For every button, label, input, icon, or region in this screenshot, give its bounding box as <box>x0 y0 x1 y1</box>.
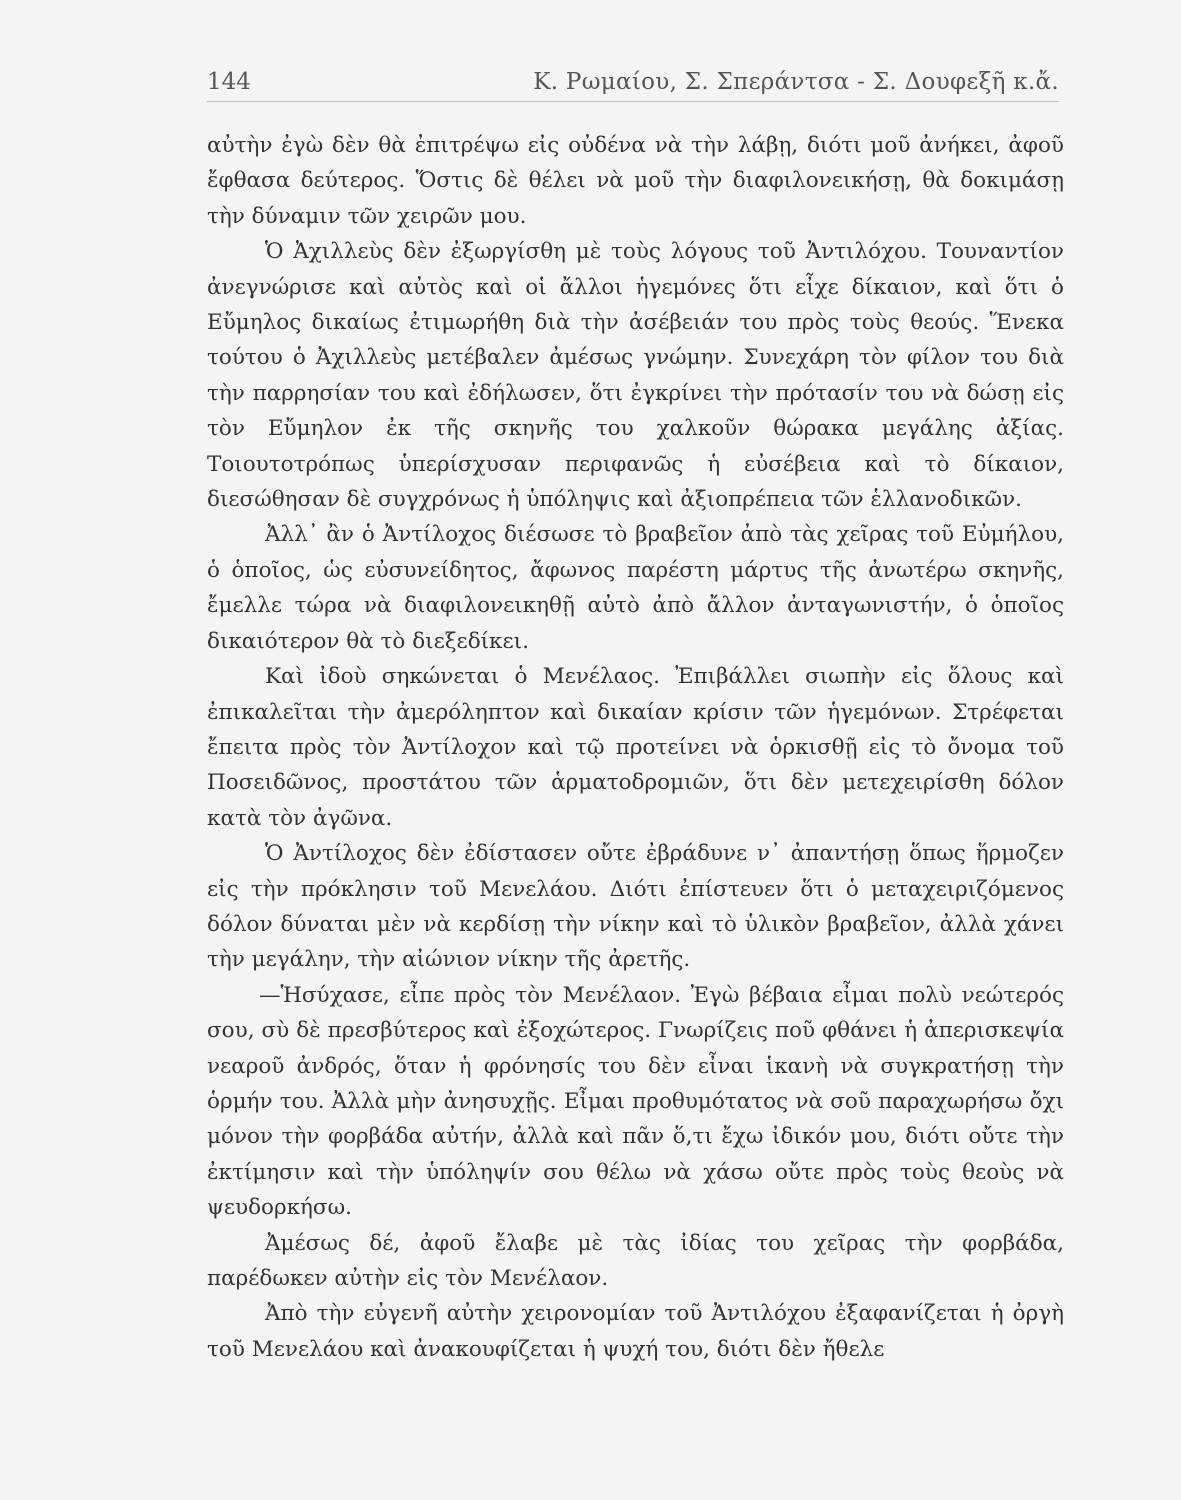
body-text <box>207 128 1064 1367</box>
paragraph: αὐτὴν ἐγὼ δὲν θὰ ἐπιτρέψω εἰς οὐδένα νὰ τὴν λάβῃ, διότι μοῦ ἀνήκει, ἀφοῦ ἔφθασα δεύτερος. Ὅστις δὲ θέλει νὰ μοῦ τὴν διαφιλονεικήσῃ, θὰ δοκιμάσῃ τὴν δύναμιν τῶν χειρῶν μου. <box>207 133 1064 229</box>
paragraph: Καὶ ἰδοὺ σηκώνεται ὁ Μενέλαος. Ἐπιβάλλει σιωπὴν εἰς ὅλους καὶ ἐπικαλεῖται τὴν ἀμερόληπτον καὶ δικαίαν κρίσιν τῶν ἡγεμόνων. Στρέφεται ἔπειτα πρὸς τὸν Ἀντίλοχον καὶ τῷ προτείνει νὰ ὁρκισθῇ εἰς τὸ ὄνομα τοῦ Ποσειδῶνος, προστάτου τῶν ἁρματοδρομιῶν, ὅτι δὲν μετεχειρίσθη δόλον κατὰ τὸν ἀγῶνα. <box>207 664 1064 831</box>
running-head <box>207 62 1059 102</box>
running-title: Κ. Ρωμαίου, Σ. Σπεράντσα - Σ. Δουφεξῆ κ.ἄ. <box>533 69 1059 95</box>
header-rule <box>207 101 1059 102</box>
paragraph: Ὁ Ἀχιλλεὺς δὲν ἐξωργίσθη μὲ τοὺς λόγους τοῦ Ἀντιλόχου. Τουναντίον ἀνεγνώρισε καὶ αὐτὸς καὶ οἱ ἄλλοι ἡγεμόνες ὅτι εἶχε δίκαιον, καὶ ὅτι ὁ Εὔμηλος δικαίως ἐτιμωρήθη διὰ τὴν ἀσέβειάν του πρὸς τοὺς θεούς. Ἕνεκα τούτου ὁ Ἀχιλλεὺς μετέβαλεν ἀμέσως γνώμην. Συνεχάρη τὸν φίλον του διὰ τὴν παρρησίαν του καὶ ἐδήλωσεν, ὅτι ἐγκρίνει τὴν πρότασίν του νὰ δώσῃ εἰς τὸν Εὔμηλον ἐκ τῆς σκηνῆς του χαλκοῦν θώρακα μεγάλης ἀξίας. Τοιουτοτρόπως ὑπερίσχυσαν περιφανῶς ἡ εὐσέβεια καὶ τὸ δίκαιον, διεσώθησαν δὲ συγχρόνως ἡ ὑπόληψις καὶ ἀξιοπρέπεια τῶν ἑλλανοδικῶν. <box>207 239 1064 513</box>
page-number: 144 <box>207 69 251 95</box>
paragraph: Ἀπὸ τὴν εὐγενῆ αὐτὴν χειρονομίαν τοῦ Ἀντιλόχου ἐξαφανίζεται ἡ ὀργὴ τοῦ Μενελάου καὶ ἀνακουφίζεται ἡ ψυχή του, διότι δὲν ἤθελε <box>207 1301 1064 1362</box>
paragraph: Ἀλλ᾽ ἂν ὁ Ἀντίλοχος διέσωσε τὸ βραβεῖον ἀπὸ τὰς χεῖρας τοῦ Εὐμήλου, ὁ ὁποῖος, ὡς εὐσυνείδητος, ἄφωνος παρέστη μάρτυς τῆς ἀνωτέρω σκηνῆς, ἔμελλε τώρα νὰ διαφιλονεικηθῇ αὐτὸ ἀπὸ ἄλλον ἀνταγωνιστήν, ὁ ὁποῖος δικαιότερον θὰ τὸ διεξεδίκει. <box>207 522 1064 654</box>
paragraph: Ὁ Ἀντίλοχος δὲν ἐδίστασεν οὔτε ἐβράδυνε ν᾽ ἀπαντήσῃ ὅπως ἥρμοζεν εἰς τὴν πρόκλησιν τοῦ Μενελάου. Διότι ἐπίστευεν ὅτι ὁ μεταχειριζόμενος δόλον δύναται μὲν νὰ κερδίσῃ τὴν νίκην καὶ τὸ ὑλικὸν βραβεῖον, ἀλλὰ χάνει τὴν μεγάλην, τὴν αἰώνιον νίκην τῆς ἀρετῆς. <box>207 841 1064 973</box>
paragraph: Ἀμέσως δέ, ἀφοῦ ἔλαβε μὲ τὰς ἰδίας του χεῖρας τὴν φορβάδα, παρέδωκεν αὐτὴν εἰς τὸν Μενέλαον. <box>207 1230 1064 1291</box>
paragraph: —Ἡσύχασε, εἶπε πρὸς τὸν Μενέλαον. Ἐγὼ βέβαια εἶμαι πολὺ νεώτερός σου, σὺ δὲ πρεσβύτερος καὶ ἐξοχώτερος. Γνωρίζεις ποῦ φθάνει ἡ ἀπερισκεψία νεαροῦ ἀνδρός, ὅταν ἡ φρόνησίς του δὲν εἶναι ἱκανὴ νὰ συγκρατήσῃ τὴν ὁρμήν του. Ἀλλὰ μὴν ἀνησυχῇς. Εἶμαι προθυμότατος νὰ σοῦ παραχωρήσω ὄχι μόνον τὴν φορβάδα αὐτήν, ἀλλὰ καὶ πᾶν ὅ,τι ἔχω ἰδικόν μου, διότι οὔτε τὴν ἐκτίμησιν καὶ τὴν ὑπόληψίν σου θέλω νὰ χάσω οὔτε πρὸς τοὺς θεοὺς νὰ ψευδορκήσω. <box>207 982 1064 1221</box>
